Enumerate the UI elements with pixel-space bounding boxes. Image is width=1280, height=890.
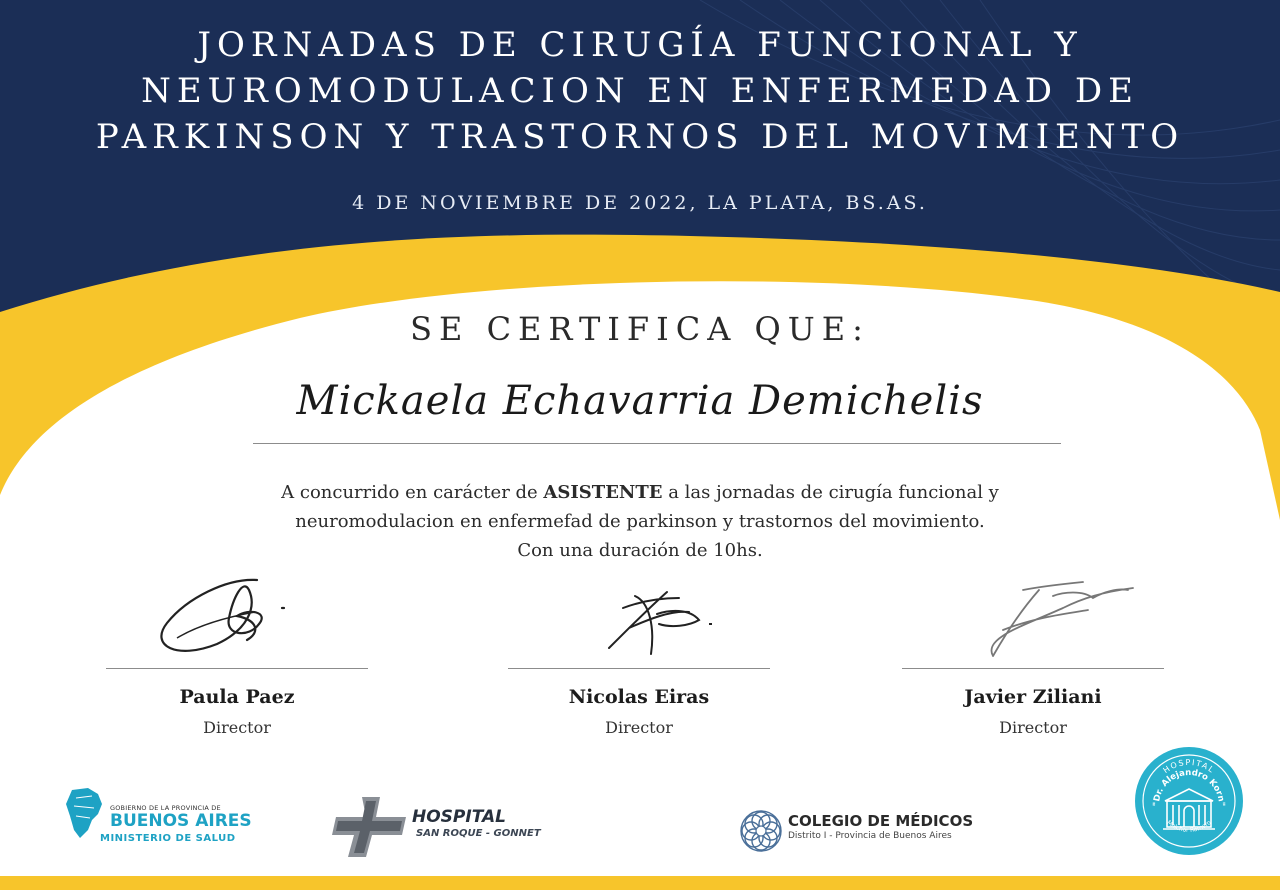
recipient-name: Mickaela Echavarria Demichelis: [296, 378, 984, 424]
hospital-building-icon: [1133, 745, 1245, 857]
title-line-2: NEUROMODULACION EN ENFERMEDAD DE: [141, 71, 1139, 111]
korn-arc-label: "Dr. Alejandro Korn": [1151, 767, 1227, 807]
signature-javier-ziliani: [913, 568, 1153, 668]
logo-hospital-korn: [1133, 745, 1245, 857]
signer-2-name: Nicolas Eiras: [568, 686, 710, 708]
signer-3: [902, 568, 1164, 737]
event-date-place: 4 DE NOVIEMBRE DE 2022, LA PLATA, BS.AS.: [352, 192, 928, 214]
colegio-name: COLEGIO DE MÉDICOS: [788, 812, 974, 830]
signer-1-name: Paula Paez: [179, 686, 295, 708]
logo-buenos-aires: [62, 786, 252, 850]
signer-3-role: Director: [999, 718, 1067, 737]
signature-line-2: [508, 668, 770, 669]
signer-2-role: Director: [605, 718, 673, 737]
ba-government-label: GOBIERNO DE LA PROVINCIA DE: [110, 804, 221, 812]
province-map-icon: [64, 786, 104, 842]
body-line-1-pre: A concurrido en carácter de: [281, 482, 544, 503]
signature-line-1: [106, 668, 368, 669]
signer-1-role: Director: [203, 718, 271, 737]
ba-ministry-label: MINISTERIO DE SALUD: [100, 833, 236, 844]
logo-colegio-medicos: [738, 806, 988, 862]
body-line-1: [0, 478, 1280, 507]
body-line-2: neuromodulacion en enfermefad de parkinson y trastornos del movimiento.: [295, 511, 985, 532]
ba-province-name: BUENOS AIRES: [110, 811, 252, 831]
title-line-3: PARKINSON Y TRASTORNOS DEL MOVIMIENTO: [95, 117, 1185, 157]
certificate-body: [0, 478, 1280, 565]
korn-bottom-label: Melchor Romero: [1165, 819, 1213, 834]
korn-top-label: HOSPITAL: [1161, 757, 1217, 776]
recipient-underline: [253, 443, 1061, 444]
certifies-heading: SE CERTIFICA QUE:: [410, 310, 870, 348]
logo-hospital-san-roque: [332, 795, 541, 859]
body-line-1-post: a las jornadas de cirugía funcional y: [662, 482, 999, 503]
event-title: [0, 22, 1280, 160]
signature-paula-paez: [137, 568, 337, 668]
colegio-district: Distrito I - Provincia de Buenos Aires: [788, 831, 952, 841]
body-line-3: Con una duración de 10hs.: [517, 540, 763, 561]
signer-2: [508, 568, 770, 737]
signature-nicolas-eiras: [539, 568, 739, 668]
title-line-1: JORNADAS DE CIRUGÍA FUNCIONAL Y: [197, 25, 1083, 65]
signer-1: [106, 568, 368, 737]
signer-3-name: Javier Ziliani: [964, 686, 1102, 708]
attendee-role: ASISTENTE: [543, 482, 663, 503]
san-roque-location: SAN ROQUE - GONNET: [416, 828, 541, 839]
medical-cross-icon: [332, 795, 412, 859]
rosette-seal-icon: [738, 808, 784, 854]
signature-line-3: [902, 668, 1164, 669]
san-roque-hospital-label: HOSPITAL: [412, 807, 506, 827]
